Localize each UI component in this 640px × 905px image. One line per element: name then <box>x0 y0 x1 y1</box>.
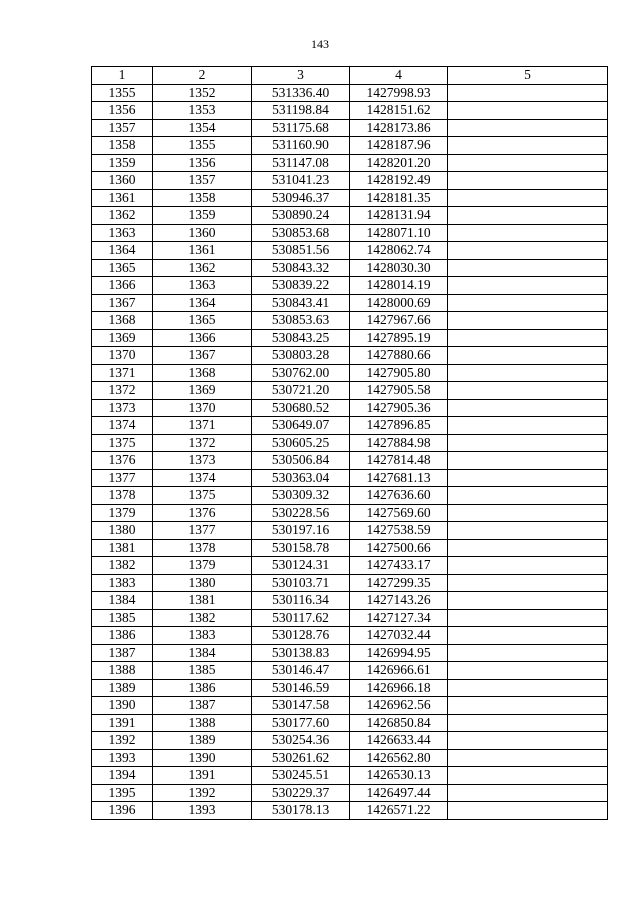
table-row <box>92 557 608 575</box>
cell-point-id: 1374 <box>153 469 252 487</box>
cell-coordinate-x: 531160.90 <box>252 137 350 155</box>
table-row <box>92 294 608 312</box>
cell-point-number: 1394 <box>92 767 153 785</box>
cell-coordinate-y: 1428181.35 <box>350 189 448 207</box>
cell-coordinate-x: 530890.24 <box>252 207 350 225</box>
cell-point-number: 1376 <box>92 452 153 470</box>
cell-point-number: 1382 <box>92 557 153 575</box>
cell-point-number: 1373 <box>92 399 153 417</box>
cell-note <box>448 294 608 312</box>
table-header <box>92 67 608 85</box>
cell-note <box>448 609 608 627</box>
table-row <box>92 732 608 750</box>
table-row <box>92 452 608 470</box>
table-row <box>92 242 608 260</box>
table-row <box>92 172 608 190</box>
table-row <box>92 364 608 382</box>
table-row <box>92 627 608 645</box>
cell-coordinate-x: 530506.84 <box>252 452 350 470</box>
cell-coordinate-y: 1427967.66 <box>350 312 448 330</box>
cell-note <box>448 592 608 610</box>
cell-coordinate-y: 1427500.66 <box>350 539 448 557</box>
cell-point-id: 1372 <box>153 434 252 452</box>
cell-coordinate-x: 530309.32 <box>252 487 350 505</box>
cell-coordinate-x: 530839.22 <box>252 277 350 295</box>
cell-point-number: 1356 <box>92 102 153 120</box>
cell-note <box>448 329 608 347</box>
table-row <box>92 207 608 225</box>
cell-note <box>448 277 608 295</box>
cell-coordinate-y: 1427896.85 <box>350 417 448 435</box>
cell-point-number: 1360 <box>92 172 153 190</box>
cell-point-number: 1366 <box>92 277 153 295</box>
table-row <box>92 522 608 540</box>
cell-point-number: 1380 <box>92 522 153 540</box>
cell-note <box>448 434 608 452</box>
cell-coordinate-x: 530124.31 <box>252 557 350 575</box>
cell-point-id: 1390 <box>153 749 252 767</box>
cell-point-number: 1361 <box>92 189 153 207</box>
cell-point-id: 1384 <box>153 644 252 662</box>
cell-point-id: 1377 <box>153 522 252 540</box>
cell-note <box>448 767 608 785</box>
cell-point-id: 1387 <box>153 697 252 715</box>
cell-coordinate-y: 1428187.96 <box>350 137 448 155</box>
cell-coordinate-y: 1426962.56 <box>350 697 448 715</box>
cell-point-number: 1363 <box>92 224 153 242</box>
cell-point-number: 1355 <box>92 84 153 102</box>
column-header-1: 1 <box>92 67 153 85</box>
cell-coordinate-y: 1427905.36 <box>350 399 448 417</box>
cell-note <box>448 452 608 470</box>
cell-point-id: 1361 <box>153 242 252 260</box>
cell-point-id: 1353 <box>153 102 252 120</box>
cell-coordinate-x: 530146.47 <box>252 662 350 680</box>
cell-note <box>448 189 608 207</box>
cell-note <box>448 469 608 487</box>
column-header-2: 2 <box>153 67 252 85</box>
page-number: 143 <box>311 37 329 51</box>
cell-coordinate-y: 1428071.10 <box>350 224 448 242</box>
cell-note <box>448 662 608 680</box>
cell-coordinate-y: 1426850.84 <box>350 714 448 732</box>
cell-coordinate-x: 530843.32 <box>252 259 350 277</box>
cell-coordinate-x: 530138.83 <box>252 644 350 662</box>
table-row <box>92 417 608 435</box>
cell-note <box>448 574 608 592</box>
cell-coordinate-x: 530158.78 <box>252 539 350 557</box>
cell-point-number: 1362 <box>92 207 153 225</box>
cell-coordinate-x: 530946.37 <box>252 189 350 207</box>
cell-note <box>448 364 608 382</box>
cell-point-number: 1370 <box>92 347 153 365</box>
cell-coordinate-y: 1427569.60 <box>350 504 448 522</box>
cell-point-id: 1354 <box>153 119 252 137</box>
table-row <box>92 802 608 820</box>
cell-note <box>448 224 608 242</box>
column-header-4: 4 <box>350 67 448 85</box>
cell-point-number: 1396 <box>92 802 153 820</box>
table-row <box>92 679 608 697</box>
cell-coordinate-y: 1426994.95 <box>350 644 448 662</box>
cell-coordinate-y: 1427905.80 <box>350 364 448 382</box>
cell-point-number: 1387 <box>92 644 153 662</box>
cell-point-id: 1375 <box>153 487 252 505</box>
cell-point-id: 1352 <box>153 84 252 102</box>
cell-coordinate-y: 1427032.44 <box>350 627 448 645</box>
cell-point-id: 1382 <box>153 609 252 627</box>
column-header-5: 5 <box>448 67 608 85</box>
cell-note <box>448 137 608 155</box>
cell-coordinate-y: 1427905.58 <box>350 382 448 400</box>
cell-point-number: 1365 <box>92 259 153 277</box>
cell-point-number: 1369 <box>92 329 153 347</box>
cell-point-id: 1369 <box>153 382 252 400</box>
cell-point-number: 1383 <box>92 574 153 592</box>
cell-point-number: 1390 <box>92 697 153 715</box>
table-row <box>92 574 608 592</box>
cell-coordinate-x: 530254.36 <box>252 732 350 750</box>
cell-point-id: 1363 <box>153 277 252 295</box>
cell-coordinate-y: 1428000.69 <box>350 294 448 312</box>
cell-point-number: 1385 <box>92 609 153 627</box>
cell-coordinate-y: 1428201.20 <box>350 154 448 172</box>
cell-coordinate-y: 1427636.60 <box>350 487 448 505</box>
table-row <box>92 329 608 347</box>
cell-point-number: 1374 <box>92 417 153 435</box>
cell-point-id: 1355 <box>153 137 252 155</box>
cell-note <box>448 84 608 102</box>
cell-note <box>448 102 608 120</box>
cell-note <box>448 207 608 225</box>
cell-note <box>448 802 608 820</box>
cell-note <box>448 749 608 767</box>
table-row <box>92 539 608 557</box>
table-row <box>92 784 608 802</box>
cell-note <box>448 242 608 260</box>
cell-point-id: 1388 <box>153 714 252 732</box>
table-row <box>92 644 608 662</box>
cell-coordinate-y: 1426633.44 <box>350 732 448 750</box>
cell-point-number: 1386 <box>92 627 153 645</box>
cell-point-id: 1370 <box>153 399 252 417</box>
cell-coordinate-x: 531041.23 <box>252 172 350 190</box>
cell-note <box>448 784 608 802</box>
cell-point-id: 1371 <box>153 417 252 435</box>
cell-note <box>448 627 608 645</box>
table-row <box>92 714 608 732</box>
cell-point-number: 1359 <box>92 154 153 172</box>
table-row <box>92 154 608 172</box>
cell-coordinate-x: 530178.13 <box>252 802 350 820</box>
cell-note <box>448 154 608 172</box>
cell-coordinate-y: 1428030.30 <box>350 259 448 277</box>
cell-point-number: 1371 <box>92 364 153 382</box>
cell-note <box>448 679 608 697</box>
cell-note <box>448 259 608 277</box>
cell-coordinate-x: 530853.68 <box>252 224 350 242</box>
cell-coordinate-x: 530146.59 <box>252 679 350 697</box>
cell-point-number: 1395 <box>92 784 153 802</box>
cell-coordinate-y: 1428151.62 <box>350 102 448 120</box>
cell-note <box>448 347 608 365</box>
cell-point-number: 1357 <box>92 119 153 137</box>
table-row <box>92 189 608 207</box>
cell-note <box>448 312 608 330</box>
table-row <box>92 259 608 277</box>
cell-coordinate-y: 1428014.19 <box>350 277 448 295</box>
cell-coordinate-y: 1426966.61 <box>350 662 448 680</box>
table-row <box>92 487 608 505</box>
cell-point-id: 1365 <box>153 312 252 330</box>
table-row <box>92 749 608 767</box>
cell-coordinate-y: 1427681.13 <box>350 469 448 487</box>
table-row <box>92 662 608 680</box>
cell-coordinate-y: 1427127.34 <box>350 609 448 627</box>
cell-point-id: 1386 <box>153 679 252 697</box>
cell-point-id: 1364 <box>153 294 252 312</box>
table-row <box>92 277 608 295</box>
cell-point-id: 1383 <box>153 627 252 645</box>
table-row <box>92 697 608 715</box>
cell-coordinate-x: 531175.68 <box>252 119 350 137</box>
table-row <box>92 609 608 627</box>
cell-coordinate-y: 1427433.17 <box>350 557 448 575</box>
table-row <box>92 399 608 417</box>
cell-note <box>448 714 608 732</box>
cell-point-number: 1375 <box>92 434 153 452</box>
cell-coordinate-y: 1427814.48 <box>350 452 448 470</box>
cell-point-id: 1389 <box>153 732 252 750</box>
table-row <box>92 224 608 242</box>
cell-coordinate-x: 530116.34 <box>252 592 350 610</box>
cell-coordinate-y: 1427538.59 <box>350 522 448 540</box>
cell-coordinate-x: 530103.71 <box>252 574 350 592</box>
cell-coordinate-y: 1426571.22 <box>350 802 448 820</box>
cell-coordinate-x: 530363.04 <box>252 469 350 487</box>
cell-point-number: 1372 <box>92 382 153 400</box>
table-row <box>92 592 608 610</box>
cell-point-number: 1364 <box>92 242 153 260</box>
cell-coordinate-x: 530177.60 <box>252 714 350 732</box>
cell-point-id: 1380 <box>153 574 252 592</box>
cell-coordinate-x: 530605.25 <box>252 434 350 452</box>
table-row <box>92 312 608 330</box>
cell-note <box>448 732 608 750</box>
cell-coordinate-x: 531198.84 <box>252 102 350 120</box>
table-row <box>92 119 608 137</box>
cell-point-number: 1379 <box>92 504 153 522</box>
cell-coordinate-y: 1427895.19 <box>350 329 448 347</box>
cell-coordinate-x: 530843.41 <box>252 294 350 312</box>
cell-coordinate-y: 1426530.13 <box>350 767 448 785</box>
cell-coordinate-x: 531147.08 <box>252 154 350 172</box>
cell-coordinate-x: 530843.25 <box>252 329 350 347</box>
cell-coordinate-y: 1428131.94 <box>350 207 448 225</box>
cell-point-id: 1356 <box>153 154 252 172</box>
cell-coordinate-y: 1427299.35 <box>350 574 448 592</box>
cell-coordinate-y: 1427880.66 <box>350 347 448 365</box>
cell-point-id: 1358 <box>153 189 252 207</box>
cell-coordinate-x: 530147.58 <box>252 697 350 715</box>
cell-coordinate-x: 530128.76 <box>252 627 350 645</box>
cell-point-id: 1385 <box>153 662 252 680</box>
table-row <box>92 137 608 155</box>
cell-note <box>448 697 608 715</box>
cell-coordinate-x: 530228.56 <box>252 504 350 522</box>
cell-point-number: 1368 <box>92 312 153 330</box>
cell-point-id: 1367 <box>153 347 252 365</box>
cell-coordinate-y: 1428192.49 <box>350 172 448 190</box>
cell-point-id: 1373 <box>153 452 252 470</box>
cell-point-id: 1392 <box>153 784 252 802</box>
cell-coordinate-x: 530853.63 <box>252 312 350 330</box>
cell-point-number: 1358 <box>92 137 153 155</box>
cell-point-id: 1368 <box>153 364 252 382</box>
cell-note <box>448 539 608 557</box>
cell-coordinate-x: 530803.28 <box>252 347 350 365</box>
cell-coordinate-y: 1428062.74 <box>350 242 448 260</box>
cell-note <box>448 417 608 435</box>
cell-coordinate-y: 1426966.18 <box>350 679 448 697</box>
cell-point-id: 1360 <box>153 224 252 242</box>
cell-point-number: 1389 <box>92 679 153 697</box>
header-row <box>92 67 608 85</box>
cell-point-number: 1392 <box>92 732 153 750</box>
cell-point-number: 1388 <box>92 662 153 680</box>
cell-point-number: 1391 <box>92 714 153 732</box>
cell-point-number: 1381 <box>92 539 153 557</box>
table-row <box>92 347 608 365</box>
cell-point-id: 1381 <box>153 592 252 610</box>
cell-point-number: 1377 <box>92 469 153 487</box>
cell-coordinate-x: 530851.56 <box>252 242 350 260</box>
cell-note <box>448 644 608 662</box>
cell-coordinate-x: 530680.52 <box>252 399 350 417</box>
table-row <box>92 382 608 400</box>
table-row <box>92 469 608 487</box>
cell-coordinate-x: 530245.51 <box>252 767 350 785</box>
cell-note <box>448 557 608 575</box>
cell-coordinate-y: 1427998.93 <box>350 84 448 102</box>
cell-note <box>448 522 608 540</box>
cell-point-id: 1376 <box>153 504 252 522</box>
cell-point-id: 1379 <box>153 557 252 575</box>
table-row <box>92 767 608 785</box>
cell-note <box>448 119 608 137</box>
cell-coordinate-x: 530762.00 <box>252 364 350 382</box>
coordinates-table <box>91 66 608 820</box>
cell-coordinate-x: 530117.62 <box>252 609 350 627</box>
cell-point-id: 1359 <box>153 207 252 225</box>
cell-coordinate-y: 1426497.44 <box>350 784 448 802</box>
table-row <box>92 504 608 522</box>
cell-point-id: 1362 <box>153 259 252 277</box>
cell-coordinate-x: 530197.16 <box>252 522 350 540</box>
cell-note <box>448 172 608 190</box>
cell-point-id: 1391 <box>153 767 252 785</box>
table-body <box>92 84 608 819</box>
cell-note <box>448 487 608 505</box>
cell-coordinate-x: 530229.37 <box>252 784 350 802</box>
cell-point-number: 1367 <box>92 294 153 312</box>
cell-point-id: 1366 <box>153 329 252 347</box>
cell-coordinate-y: 1427884.98 <box>350 434 448 452</box>
cell-point-number: 1384 <box>92 592 153 610</box>
cell-point-id: 1393 <box>153 802 252 820</box>
cell-note <box>448 382 608 400</box>
cell-coordinate-y: 1427143.26 <box>350 592 448 610</box>
cell-coordinate-x: 530649.07 <box>252 417 350 435</box>
cell-point-number: 1378 <box>92 487 153 505</box>
cell-point-id: 1378 <box>153 539 252 557</box>
table-row <box>92 84 608 102</box>
table-row <box>92 102 608 120</box>
cell-coordinate-x: 530261.62 <box>252 749 350 767</box>
cell-point-id: 1357 <box>153 172 252 190</box>
column-header-3: 3 <box>252 67 350 85</box>
table-row <box>92 434 608 452</box>
cell-coordinate-x: 531336.40 <box>252 84 350 102</box>
cell-note <box>448 399 608 417</box>
cell-coordinate-y: 1428173.86 <box>350 119 448 137</box>
cell-point-number: 1393 <box>92 749 153 767</box>
cell-coordinate-y: 1426562.80 <box>350 749 448 767</box>
cell-coordinate-x: 530721.20 <box>252 382 350 400</box>
cell-note <box>448 504 608 522</box>
